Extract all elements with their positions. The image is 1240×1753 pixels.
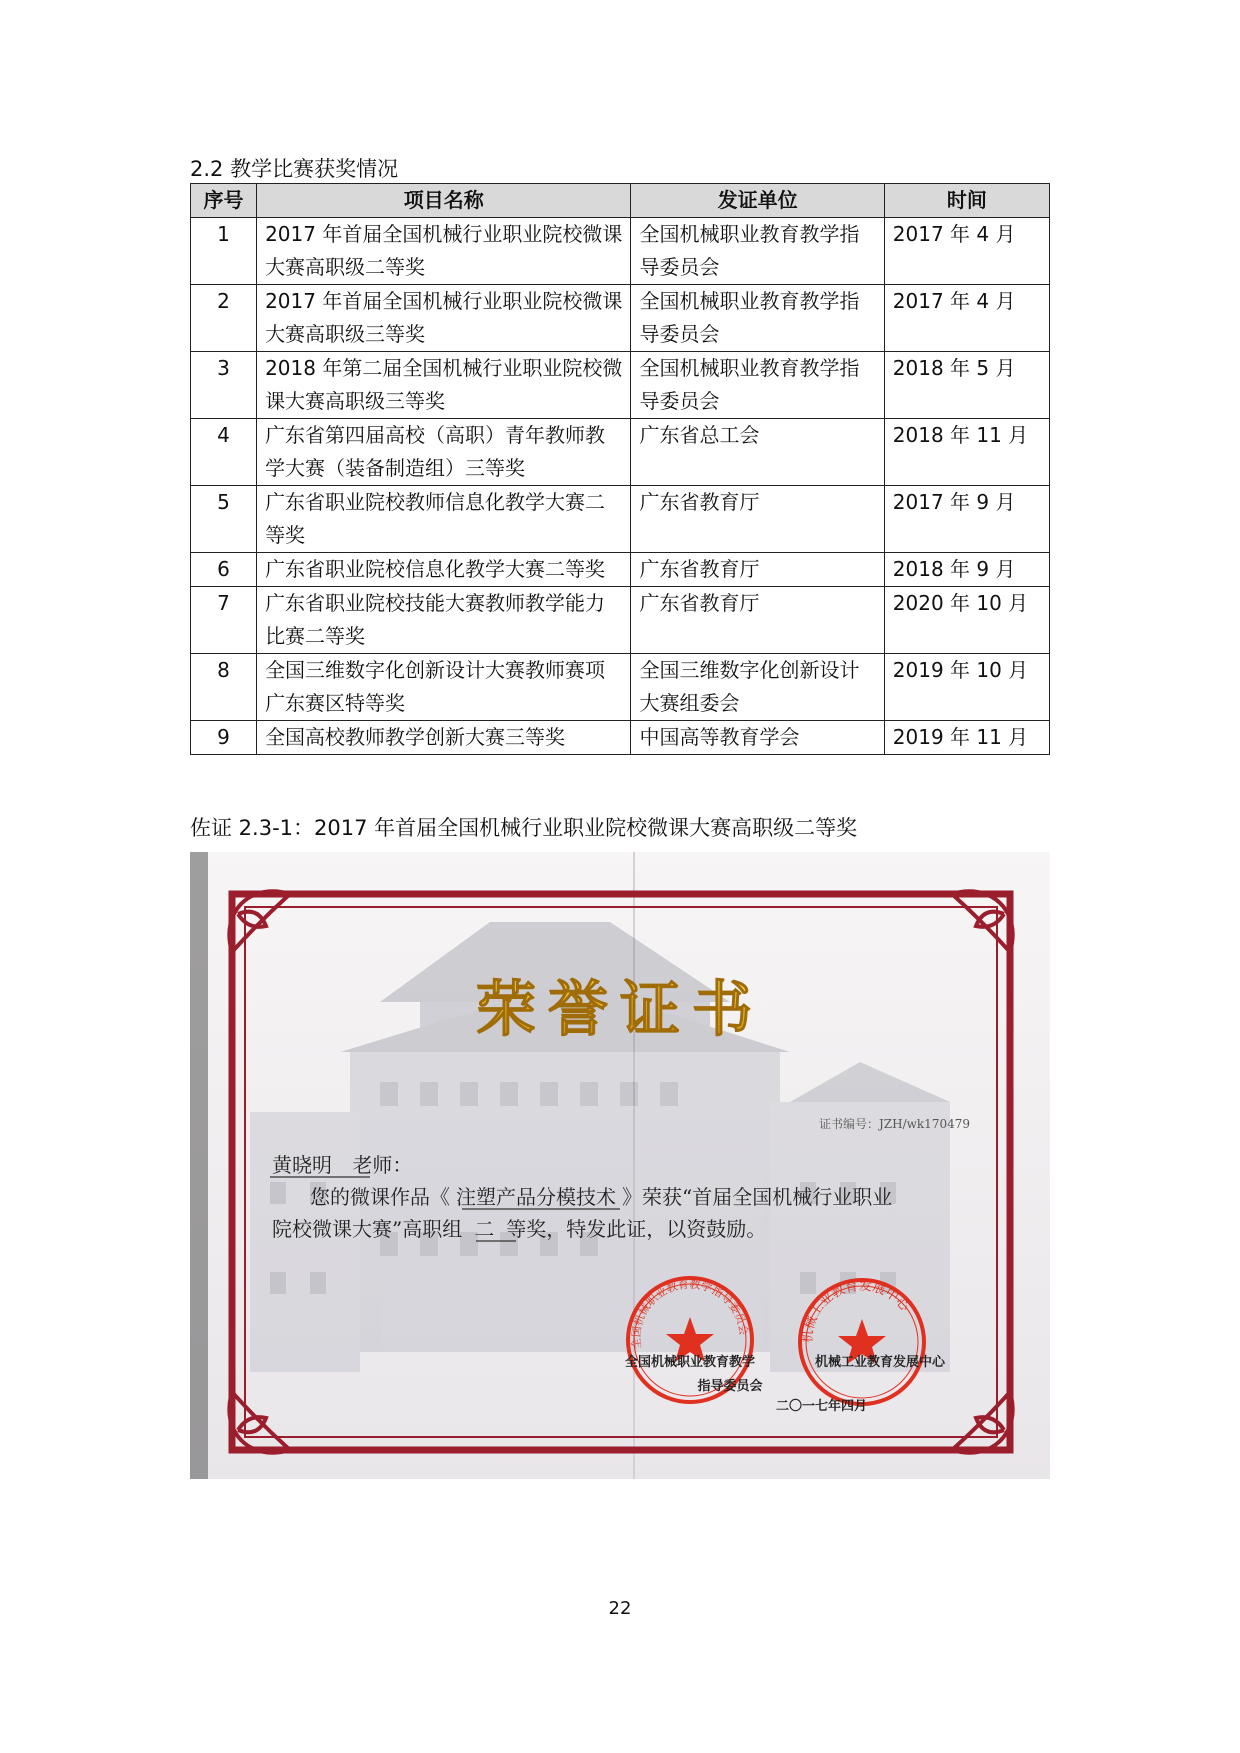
header-no: 序号 xyxy=(191,184,257,218)
section-title: 2.2 教学比赛获奖情况 xyxy=(190,157,399,181)
issuer-left-line2: 指导委员会 xyxy=(697,1379,763,1394)
row-name: 全国三维数字化创新设计大赛教师赛项广东赛区特等奖 xyxy=(257,654,631,721)
row-name: 2018 年第二届全国机械行业职业院校微课大赛高职级三等奖 xyxy=(257,352,631,419)
row-name: 广东省职业院校信息化教学大赛二等奖 xyxy=(257,553,631,587)
recipient-name: 黄晓明 xyxy=(272,1153,332,1177)
table-row xyxy=(191,285,1050,352)
row-time: 2017 年 9 月 xyxy=(884,486,1049,553)
table-row xyxy=(191,218,1050,285)
table-row xyxy=(191,486,1050,553)
row-time: 2019 年 10 月 xyxy=(884,654,1049,721)
row-issuer: 全国机械职业教育教学指导委员会 xyxy=(631,285,884,352)
page-number: 22 xyxy=(608,1598,632,1619)
certificate-number: 证书编号：JZH/wk170479 xyxy=(818,1117,970,1131)
table-row xyxy=(191,654,1050,721)
row-time: 2018 年 9 月 xyxy=(884,553,1049,587)
row-time: 2018 年 11 月 xyxy=(884,419,1049,486)
table-row xyxy=(191,352,1050,419)
body-line-2: 院校微课大赛”高职组 二 等奖，特发此证，以资鼓励。 xyxy=(272,1217,767,1241)
row-name: 广东省职业院校技能大赛教师教学能力比赛二等奖 xyxy=(257,587,631,654)
body-line-1: 您的微课作品《 注塑产品分模技术 》荣获“首届全国机械行业职业 xyxy=(310,1185,893,1209)
header-issuer: 发证单位 xyxy=(631,184,884,218)
seal-right-text: 机械工业教育发展中心 xyxy=(800,1278,912,1344)
row-time: 2017 年 4 月 xyxy=(884,218,1049,285)
row-issuer: 广东省教育厅 xyxy=(631,486,884,553)
row-issuer: 中国高等教育学会 xyxy=(631,721,884,755)
row-name: 广东省第四届高校（高职）青年教师教学大赛（装备制造组）三等奖 xyxy=(257,419,631,486)
row-no: 8 xyxy=(191,654,257,721)
header-time: 时间 xyxy=(884,184,1049,218)
table-row xyxy=(191,553,1050,587)
row-name: 全国高校教师教学创新大赛三等奖 xyxy=(257,721,631,755)
row-time: 2018 年 5 月 xyxy=(884,352,1049,419)
seal-left-text: 全国机械职业教育教学指导委员会 xyxy=(629,1277,751,1350)
issuer-right: 机械工业教育发展中心 xyxy=(814,1355,946,1370)
table-header xyxy=(191,184,1050,218)
scan-edge xyxy=(190,852,208,1479)
recipient-suffix: 老师： xyxy=(352,1153,413,1177)
row-no: 1 xyxy=(191,218,257,285)
award-level: 二 xyxy=(474,1217,495,1241)
row-name: 2017 年首届全国机械行业职业院校微课大赛高职级二等奖 xyxy=(257,218,631,285)
header-name: 项目名称 xyxy=(257,184,631,218)
table-row xyxy=(191,721,1050,755)
row-no: 5 xyxy=(191,486,257,553)
row-no: 2 xyxy=(191,285,257,352)
row-time: 2020 年 10 月 xyxy=(884,587,1049,654)
row-issuer: 广东省教育厅 xyxy=(631,553,884,587)
row-time: 2017 年 4 月 xyxy=(884,285,1049,352)
row-no: 4 xyxy=(191,419,257,486)
table-row xyxy=(191,587,1050,654)
row-issuer: 广东省教育厅 xyxy=(631,587,884,654)
row-issuer: 广东省总工会 xyxy=(631,419,884,486)
issuer-left-line1: 全国机械职业教育教学 xyxy=(624,1355,756,1370)
certificate-title: 荣誉证书 xyxy=(476,975,764,1045)
table-body xyxy=(191,218,1050,755)
row-issuer: 全国机械职业教育教学指导委员会 xyxy=(631,352,884,419)
row-no: 9 xyxy=(191,721,257,755)
certificate-image xyxy=(190,852,1050,1479)
row-name: 2017 年首届全国机械行业职业院校微课大赛高职级三等奖 xyxy=(257,285,631,352)
row-issuer: 全国三维数字化创新设计大赛组委会 xyxy=(631,654,884,721)
row-time: 2019 年 11 月 xyxy=(884,721,1049,755)
row-no: 7 xyxy=(191,587,257,654)
row-no: 3 xyxy=(191,352,257,419)
certificate-date: 二〇一七年四月 xyxy=(776,1399,868,1414)
awards-table xyxy=(190,183,1050,755)
work-title: 注塑产品分模技术 xyxy=(456,1185,616,1209)
evidence-caption: 佐证 2.3-1：2017 年首届全国机械行业职业院校微课大赛高职级二等奖 xyxy=(190,816,858,840)
row-no: 6 xyxy=(191,553,257,587)
table-row xyxy=(191,419,1050,486)
row-name: 广东省职业院校教师信息化教学大赛二等奖 xyxy=(257,486,631,553)
row-issuer: 全国机械职业教育教学指导委员会 xyxy=(631,218,884,285)
